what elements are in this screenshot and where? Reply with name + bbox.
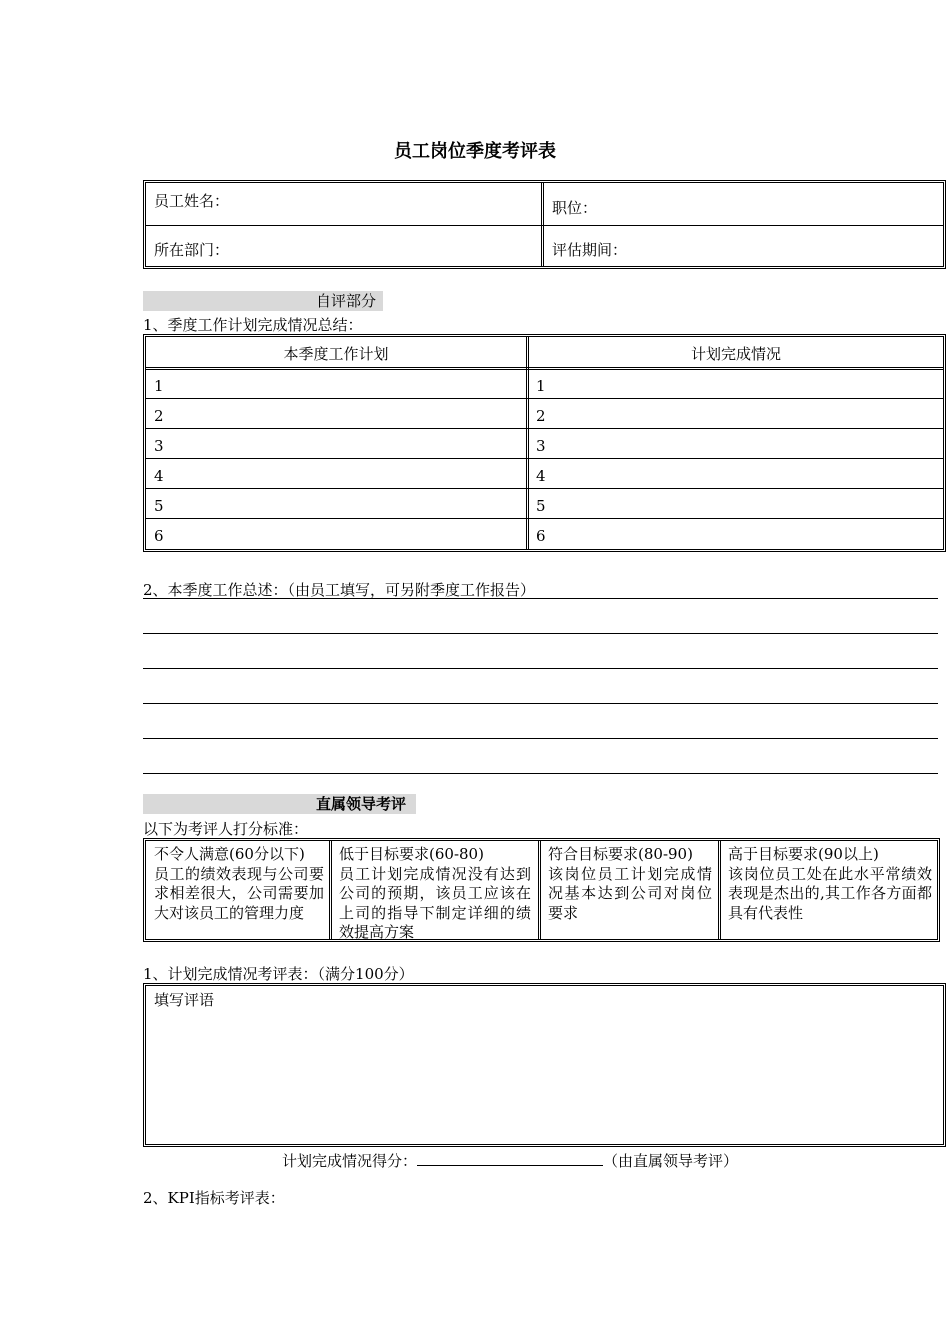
comment-placeholder: 填写评语: [154, 991, 215, 1009]
criteria-title: 符合目标要求(80-90): [548, 845, 693, 863]
page-title: 员工岗位季度考评表: [394, 141, 556, 162]
position-label: 职位：: [552, 199, 598, 217]
plan-row-number: 2: [154, 407, 164, 425]
writing-line[interactable]: [143, 598, 938, 599]
status-row-number: 3: [536, 437, 546, 455]
criteria-below-target: [339, 845, 531, 943]
status-row-number: 4: [536, 467, 546, 485]
info-row-divider: [146, 225, 943, 226]
criteria-desc: 员工计划完成情况没有达到公司的预期，该员工应该在上司的指导下制定详细的绩效提高方案: [339, 864, 531, 941]
plan-header-divider: [146, 367, 943, 370]
score-note: （由直属领导考评）: [603, 1152, 739, 1170]
writing-line[interactable]: [143, 773, 938, 774]
leader-eval-section-bar: [143, 794, 416, 814]
col-header-plan: 本季度工作计划: [283, 345, 389, 363]
criteria-title: 低于目标要求(60-80): [339, 845, 484, 863]
criteria-unsatisfactory: [154, 845, 324, 923]
criteria-desc: 该岗位员工计划完成情况基本达到公司对岗位要求: [548, 864, 712, 922]
standard-label: 以下为考评人打分标准：: [143, 820, 309, 838]
status-row-number: 6: [536, 527, 546, 545]
col-header-status: 计划完成情况: [690, 345, 781, 363]
criteria-above-target: [728, 845, 932, 923]
score-row: [282, 1150, 738, 1171]
plan-row-number: 5: [154, 497, 164, 515]
self-eval-section-bar: [143, 291, 383, 311]
employee-info-table: [143, 180, 946, 269]
kpi-label: 2、KPI指标考评表：: [143, 1189, 285, 1207]
employee-name-label: 员工姓名：: [154, 192, 230, 210]
row-divider: [146, 518, 943, 519]
criteria-meets-target: [548, 845, 712, 923]
status-row-number: 2: [536, 407, 546, 425]
leader-eval-section-title: 直属领导考评: [316, 795, 407, 813]
self-eval-section-title: 自评部分: [316, 292, 377, 310]
criteria-table: [143, 838, 940, 942]
writing-line[interactable]: [143, 738, 938, 739]
writing-line[interactable]: [143, 633, 938, 634]
criteria-title: 不令人满意(60分以下): [154, 845, 305, 863]
criteria-desc: 员工的绩效表现与公司要求相差很大，公司需要加大对该员工的管理力度: [154, 864, 324, 922]
status-row-number: 1: [536, 377, 546, 395]
row-divider: [146, 458, 943, 459]
criteria-divider: [718, 841, 721, 939]
plan-row-number: 6: [154, 527, 164, 545]
comment-box[interactable]: [143, 983, 946, 1147]
plan-row-number: 4: [154, 467, 164, 485]
criteria-divider: [329, 841, 332, 939]
row-divider: [146, 488, 943, 489]
criteria-divider: [538, 841, 541, 939]
plan-eval-label: 1、计划完成情况考评表：（满分100分）: [143, 965, 414, 983]
row-divider: [146, 398, 943, 399]
writing-line[interactable]: [143, 668, 938, 669]
score-input-line[interactable]: [417, 1151, 603, 1166]
plan-table: [143, 334, 946, 552]
department-label: 所在部门：: [154, 241, 230, 259]
status-row-number: 5: [536, 497, 546, 515]
plan-row-number: 1: [154, 377, 164, 395]
score-label: 计划完成情况得分：: [282, 1152, 418, 1170]
criteria-desc: 该岗位员工处在此水平常绩效表现是杰出的,其工作各方面都具有代表性: [728, 864, 932, 922]
plan-row-number: 3: [154, 437, 164, 455]
q1-label: 1、季度工作计划完成情况总结：: [143, 316, 363, 334]
row-divider: [146, 428, 943, 429]
writing-line[interactable]: [143, 703, 938, 704]
period-label: 评估期间：: [552, 241, 628, 259]
criteria-title: 高于目标要求(90以上): [728, 845, 879, 863]
q2-label: 2、本季度工作总述：（由员工填写，可另附季度工作报告）: [143, 581, 536, 599]
